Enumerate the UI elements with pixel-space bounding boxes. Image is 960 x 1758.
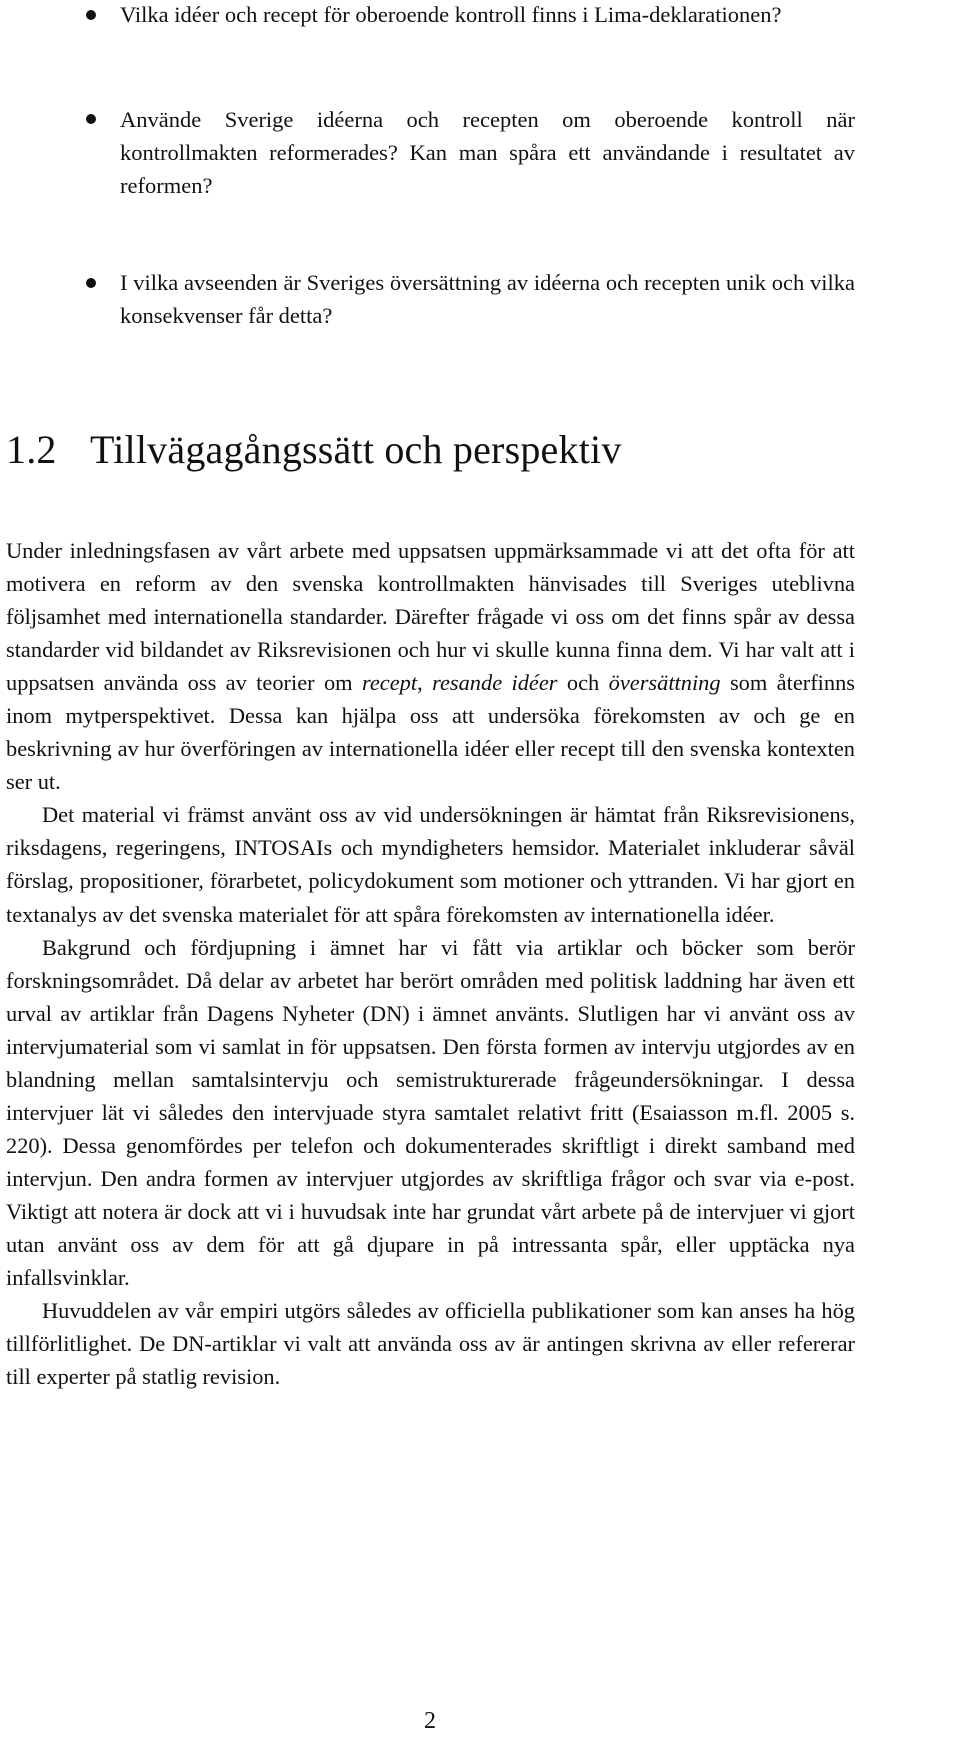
list-item-text: Använde Sverige idéerna och recepten om oberoende kontroll när kontrollmakten reformerades? Kan man spåra ett användande i resultatet av reformen?	[120, 107, 855, 198]
section-heading	[6, 424, 906, 476]
paragraph-text: Under inledningsfasen av vårt arbete med uppsatsen uppmärksammade vi att det ofta för att motivera en reform av den svenska kontrollmakten hänvisades till Sveriges uteblivna följsamhet med internationella standarder. Därefter frågade vi oss om det finns spår av dessa standarder vid bildandet av Riksrevisionen och hur vi skulle kunna finna dem. Vi har valt att i uppsatsen använda oss av teorier om	[6, 538, 855, 696]
italic-term: översättning	[608, 670, 721, 696]
paragraph: Det material vi främst använt oss av vid undersökningen är hämtat från Riksrevisionens, riksdagens, regeringens, INTOSAIs och myndigheters hemsidor. Materialet inkluderar såväl förslag, propositioner, förarbetet, policydokument som motioner och yttranden. Vi har gjort en textanalys av det svenska materialet för att spåra förekomsten av internationella idéer.	[6, 802, 855, 927]
section-number: 1.2	[6, 427, 57, 472]
section-title: Tillvägagångssätt och perspektiv	[90, 427, 622, 472]
paragraph: Huvuddelen av vår empiri utgörs således av officiella publikationer som kan anses ha hög tillförlitlighet. De DN-artiklar vi valt att använda oss av är antingen skrivna av eller refererar till experter på statlig revision.	[6, 1298, 855, 1390]
paragraph: Bakgrund och fördjupning i ämnet har vi fått via artiklar och böcker som berör forskningsområdet. Då delar av arbetet har berört områden med politisk laddning har även ett urval av artiklar från Dagens Nyheter (DN) i ämnet använts. Slutligen har vi använt oss av intervjumaterial som vi samlat in för uppsatsen. Den första formen av intervju utgjordes av en blandning mellan samtalsintervju och semistrukturerade frågeundersökningar. I dessa intervjuer lät vi således den intervjuade styra samtalet relativt fritt (Esaiasson m.fl. 2005 s. 220). Dessa genomfördes per telefon och dokumenterades skriftligt i direkt samband med intervjun. Den andra formen av intervjuer utgjordes av skriftliga frågor och svar via e-post. Viktigt att notera är dock att vi i huvudsak inte har grundat vårt arbete på de intervjuer vi gjort utan använt oss av dem för att gå djupare in på intressanta spår, eller upptäcka nya infallsvinklar.	[6, 934, 855, 1291]
bullet-icon	[86, 10, 96, 20]
italic-term: resande idéer	[432, 670, 558, 696]
bullet-icon	[86, 278, 96, 288]
page-number: 2	[424, 1708, 436, 1734]
list-item-text: I vilka avseenden är Sveriges översättning av idéerna och recepten unik och vilka konsekvenser får detta?	[120, 270, 855, 328]
body-text	[6, 534, 855, 1393]
paragraph-text: ,	[417, 670, 433, 696]
paragraph	[6, 534, 855, 798]
paragraph-text: och	[557, 670, 609, 696]
paragraph-text: som återfinns inom mytperspektivet. Dessa kan hjälpa oss att undersöka förekomsten av och ge en beskrivning av hur överföringen av internationella idéer eller recept till den svenska kontexten ser ut.	[6, 670, 855, 795]
list-item-text: Vilka idéer och recept för oberoende kontroll finns i Lima-deklarationen?	[120, 2, 782, 27]
bullet-icon	[86, 114, 96, 124]
italic-term: recept	[361, 670, 418, 696]
